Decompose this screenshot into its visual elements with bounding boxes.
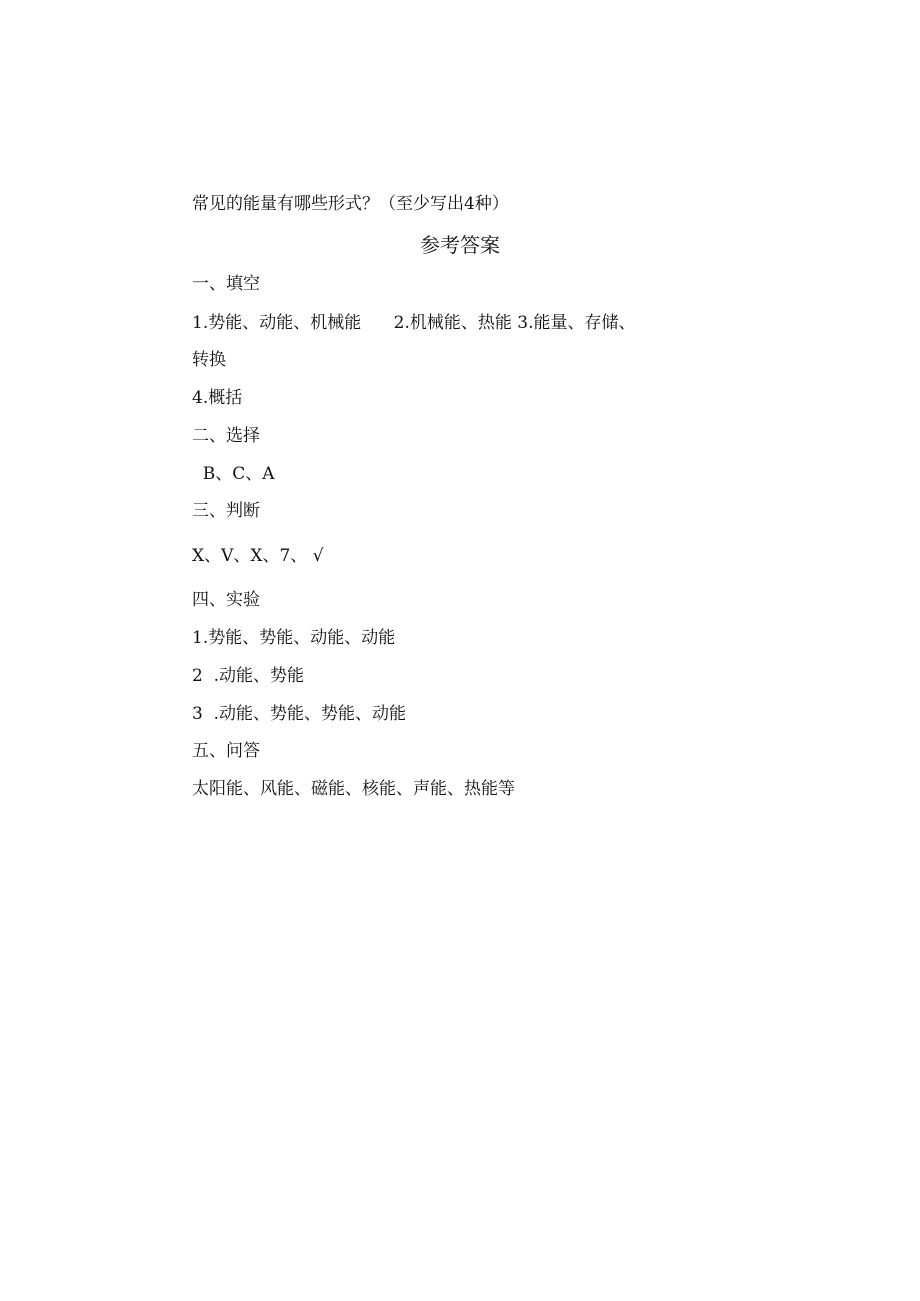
section-heading-qa: 五、问答 <box>192 741 260 761</box>
page-title: 参考答案 <box>420 233 500 257</box>
section-heading-choice: 二、选择 <box>192 426 260 446</box>
answer-line: 2 .动能、势能 <box>192 666 305 686</box>
answer-line: B、C、A <box>192 464 275 484</box>
answer-line: X、V、X、7、 √ <box>192 546 324 566</box>
section-heading-judgement: 三、判断 <box>192 501 260 521</box>
answer-line: 4.概括 <box>192 388 243 408</box>
answer-line: 转换 <box>192 350 226 370</box>
question-text: 常见的能量有哪些形式？（至少写出4种） <box>192 194 509 214</box>
section-heading-experiment: 四、实验 <box>192 590 260 610</box>
answer-line: 3 .动能、势能、势能、动能 <box>192 704 407 724</box>
answer-line: 1.势能、动能、机械能 2.机械能、热能 3.能量、存储、 <box>192 313 636 333</box>
section-heading-fill-in: 一、填空 <box>192 274 260 294</box>
answer-line: 1.势能、势能、动能、动能 <box>192 628 396 648</box>
answer-line: 太阳能、风能、磁能、核能、声能、热能等 <box>192 779 515 799</box>
